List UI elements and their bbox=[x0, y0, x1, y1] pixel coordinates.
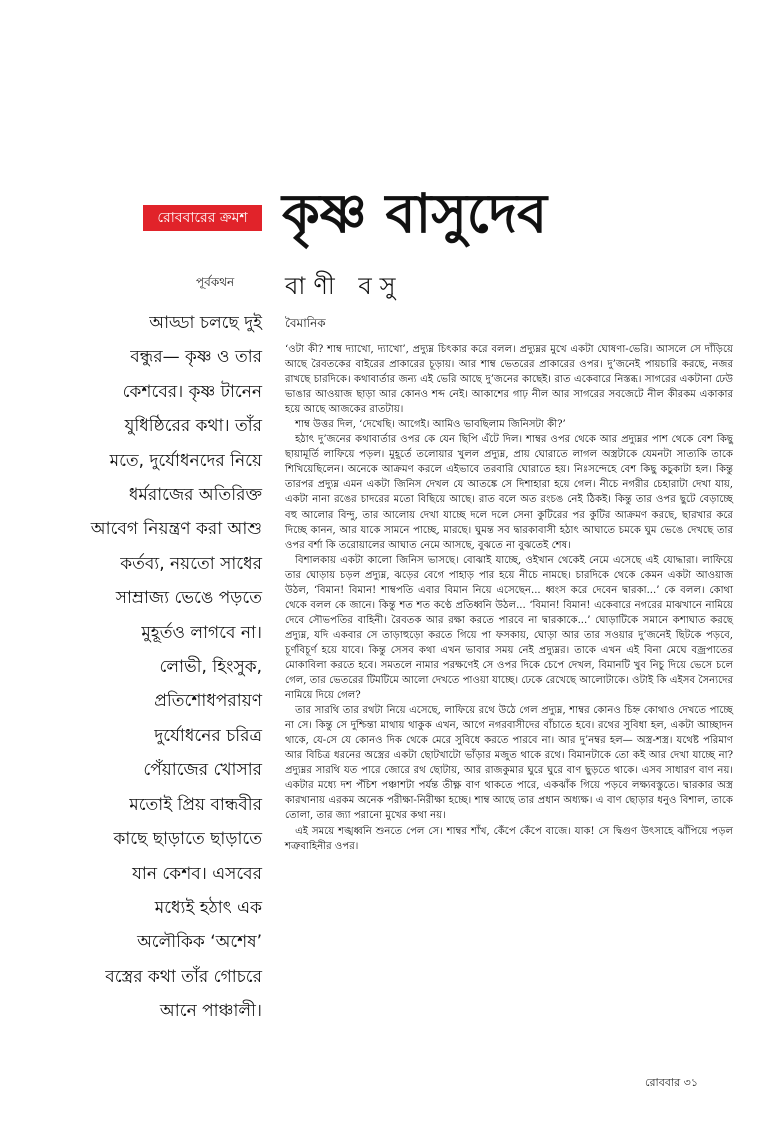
summary-line: সাম্রাজ্য ভেঙে পড়তে bbox=[115, 588, 262, 609]
summary-line: যুধিষ্ঠিরের কথা। তাঁর bbox=[124, 416, 262, 437]
body-paragraph: হঠাৎ দু’জনের কথাবার্তার ওপর কে যেন ছিপি এঁটে দিল। শাম্বর ওপর থেকে আর প্রদ্যুম্নর পাশ থেকে বেশ কিছু ছায়ামূর্তি লাফিয়ে পড়ল। মুহূর্তে তলোয়ার খুলল প্রদ্যুম্ন, প্রায় ঘোরাতে লাগল অস্ত্রটাকে যেমনটা সাত্যকি তাকে শিখিয়েছিলেন। অনেকে আক্রমণ করলে এইভাবে তরবারি ঘোরাতে হয়। নিঃসন্দেহে বেশ কিছু কচুকাটা হল। কিন্তু তারপর প্রদ্যুম্ন এমন একটা জিনিস দেখল যে আতঙ্কে সে দিশাহারা হয়ে গেল। নীচে নগরীর চেহারাটা দেখা যায়, একটা নানা রঙের চাদরের মতো বিছিয়ে আছে। রাত বলে অত রংচঙ নেই ঠিকই। কিন্তু তার ওপর ছুটে বেড়াচ্ছে বহু আলোর বিন্দু, তার আলোয় দেখা যাচ্ছে দলে দলে সেনা কুটিরের পর কুটির আক্রমণ করছে, ছারখার করে দিচ্ছে কানন, আর যাকে সামনে পাচ্ছে, মারছে। ঘুমন্ত সব দ্বারকাবাসী হঠাৎ আঘাতে চমকে ঘুম ভেঙে দেখছে তার ওপর বর্শা কি তরোয়ালের আঘাত নেমে আসছে, বুঝতে না বুঝতেই শেষ। bbox=[285, 434, 733, 551]
summary-line: লোভী, হিংসুক, bbox=[159, 657, 262, 678]
body-paragraph: ‘ওটা কী? শাম্ব দ্যাখো, দ্যাখো’, প্রদ্যুম্ন চিৎকার করে বলল। প্রদ্যুম্নর মুখে একটা ঘোষণা-ভেরি। আসলে সে দাঁড়িয়ে আছে রৈবতকের বাইরের প্রাকারের চূড়ায়। আর শাম্ব ভেতরের প্রাকারের ওপর। দু’জনেই পায়চারি করছে, নজর রাখছে চারদিকে। কথাবার্তার জন্য এই ভেরি আছে দু’জনের কাছেই। রাত একেবারে নিস্তব্ধ। সাগরের একটানা ঢেউ ভাঙার আওয়াজ ছাড়া আর কোনও শব্দ নেই। আকাশের গাঢ় নীল আর সাগরের সবজেটে নীল কীরকম একাকার হয়ে আছে আজকের রাতটায়। bbox=[285, 344, 733, 416]
summary-line: কেশবের। কৃষ্ণ টানেন bbox=[122, 381, 262, 402]
previous-summary-label: পূর্বকথন bbox=[196, 275, 235, 289]
body-paragraph: বিশালকায় একটা কালো জিনিস ভাসছে। বোঝাই যাচ্ছে, ওইখান থেকেই নেমে এসেছে এই যোদ্ধারা। লাফিয়ে তার ঘোড়ায় চড়ল প্রদ্যুম্ন, ঝড়ের বেগে পাহাড় পার হয়ে নীচে নামছে। চারদিকে থেকে কেমন একটা আওয়াজ উঠল, ‘বিমান! বিমান! শাম্বপতি এবার বিমান নিয়ে এসেছেন... ধ্বংস করে দেবেন দ্বারকা...’ কে বলল। কোথা থেকে বলল কে জানে। কিন্তু শত শত কণ্ঠে প্রতিধ্বনি উঠল... ‘বিমান! বিমান! একেবারে নগরের মাঝখানে নামিয়ে দেবে সৌভপতির বাহিনী। রৈবতক আর রক্ষা করতে পারবে না দ্বারকাকে...’ ঘোড়াটিকে সমানে কশাঘাত করছে প্রদ্যুম্ন, যদি একবার সে তাড়াহুড়ো করতে গিয়ে পা ফসকায়, ঘোড়া আর তার সওয়ার দু’জনেই ছিটকে পড়বে, চূর্ণবিচূর্ণ হয়ে যাবে। কিন্তু সেসব কথা এখন ভাবার সময় নেই প্রদ্যুম্নর। তাকে এখন এই বিনা মেঘে বজ্রপাতের মোকাবিলা করতে হবে। সমতলে নামার পরক্ষণেই সে ওপর দিকে চেপে দেখল, বিমানটি খুব নিচু দিয়ে ভেসে চলে গেল, তার ভেতরের টিমটিমে আলো দেখতে পাওয়া যাচ্ছে। ঢেকে রেখেছে আলোটাকে। ওটাই কি এইসব সৈন্যদের নামিয়ে দিয়ে গেল? bbox=[285, 554, 733, 702]
author-name: বাণী বসু bbox=[285, 272, 404, 300]
summary-line: আবেগ নিয়ন্ত্রণ করা আশু bbox=[90, 519, 262, 540]
summary-line: মুহূর্তও লাগবে না। bbox=[141, 622, 262, 643]
page-folio: রোববার ৩১ bbox=[645, 1076, 698, 1089]
summary-line: পেঁয়াজের খোসার bbox=[143, 760, 262, 781]
summary-line: কর্তব্য, নয়তো সাধের bbox=[120, 553, 262, 574]
summary-line: মতে, দুর্যোধনদের নিয়ে bbox=[109, 450, 262, 471]
summary-line: আনে পাঞ্চালী। bbox=[159, 1001, 262, 1022]
body-paragraph: তার সারথি তার রথটা নিয়ে এসেছে, লাফিয়ে রথে উঠে গেল প্রদ্যুম্ন, শাম্বর কোনও চিহ্ন কোথাও দেখতে পাচ্ছে না সে। কিন্তু সে দুশ্চিন্তা মাথায় থাকুক এখন, আগে নগরবাসীদের বাঁচাতে হবে। রথের সুবিধা হল, একটা আচ্ছাদন থাকে, যে-সে যে কোনও দিক থেকে মেরে সুবিধে করতে পারবে না। আর দু’নম্বর হল— অস্ত্র-শস্ত্র। যথেষ্ট পরিমাণ আর বিচিত্র ধরনের অস্ত্রের একটা ছোটখাটো ভাঁড়ার মজুত থাকে রথে। বিমানটাকে তো কই আর দেখা যাচ্ছে না? প্রদ্যুম্নর সারথি যত পারে জোরে রথ ছোটায়, আর রাজকুমার ঘুরে ঘুরে বাণ ছুড়তে থাকে। এসব সাধারণ বাণ নয়। একটার মধ্যে দশ পঁচিশ পঞ্চাশটা পর্যন্ত তীক্ষ্ণ বাণ থাকতে পারে, একঝাঁক গিয়ে পড়বে লক্ষ্যবস্তুতে। দ্বারকার অস্ত্র কারখানায় এরকম অনেক পরীক্ষা-নিরীক্ষা হচ্ছে। শাম্ব আছে তার প্রধান অধ্যক্ষ। এ বাণ ছোড়ার ধনুও বিশাল, তাকে তোলা, তার জ্যা পরানো মুখের কথা নয়। bbox=[285, 705, 733, 822]
summary-line: যান কেশব। এসবের bbox=[132, 863, 262, 884]
summary-line: প্রতিশোধপরায়ণ bbox=[154, 691, 262, 712]
article-body bbox=[285, 342, 733, 854]
section-heading: বৈমানিক bbox=[285, 316, 326, 330]
summary-line: মধ্যেই হঠাৎ এক bbox=[154, 897, 262, 918]
summary-line: অলৌকিক ‘অশেষ’ bbox=[137, 932, 262, 953]
summary-line: মতোই প্রিয় বান্ধবীর bbox=[129, 794, 262, 815]
summary-line: বস্ত্রের কথা তাঁর গোচরে bbox=[105, 966, 262, 987]
summary-line: বন্ধুর— কৃষ্ণ ও তার bbox=[130, 347, 262, 368]
story-title: কৃষ্ণ বাসুদেব bbox=[282, 181, 547, 245]
body-paragraph: শাম্ব উত্তর দিল, ‘দেখেছি। আগেই। আমিও ভাবছিলাম জিনিসটা কী?’ bbox=[295, 419, 566, 431]
summary-line: আড্ডা চলছে দুই bbox=[149, 313, 262, 333]
summary-line: ধর্মরাজের অতিরিক্ত bbox=[128, 485, 262, 506]
series-badge: রোববারের ক্রমশ bbox=[143, 205, 262, 231]
body-paragraph: এই সময়ে শঙ্খধ্বনি শুনতে পেল সে। শাম্বর শাঁখ, কেঁপে কেঁপে বাজে। যাক! সে দ্বিগুণ উৎসাহে ঝাঁপিয়ে পড়ল শত্রুবাহিনীর ওপর। bbox=[285, 825, 733, 852]
summary-line: দুর্যোধনের চরিত্র bbox=[154, 725, 262, 746]
summary-line: কাছে ছাড়াতে ছাড়াতে bbox=[113, 829, 262, 850]
previous-summary bbox=[60, 306, 262, 1029]
